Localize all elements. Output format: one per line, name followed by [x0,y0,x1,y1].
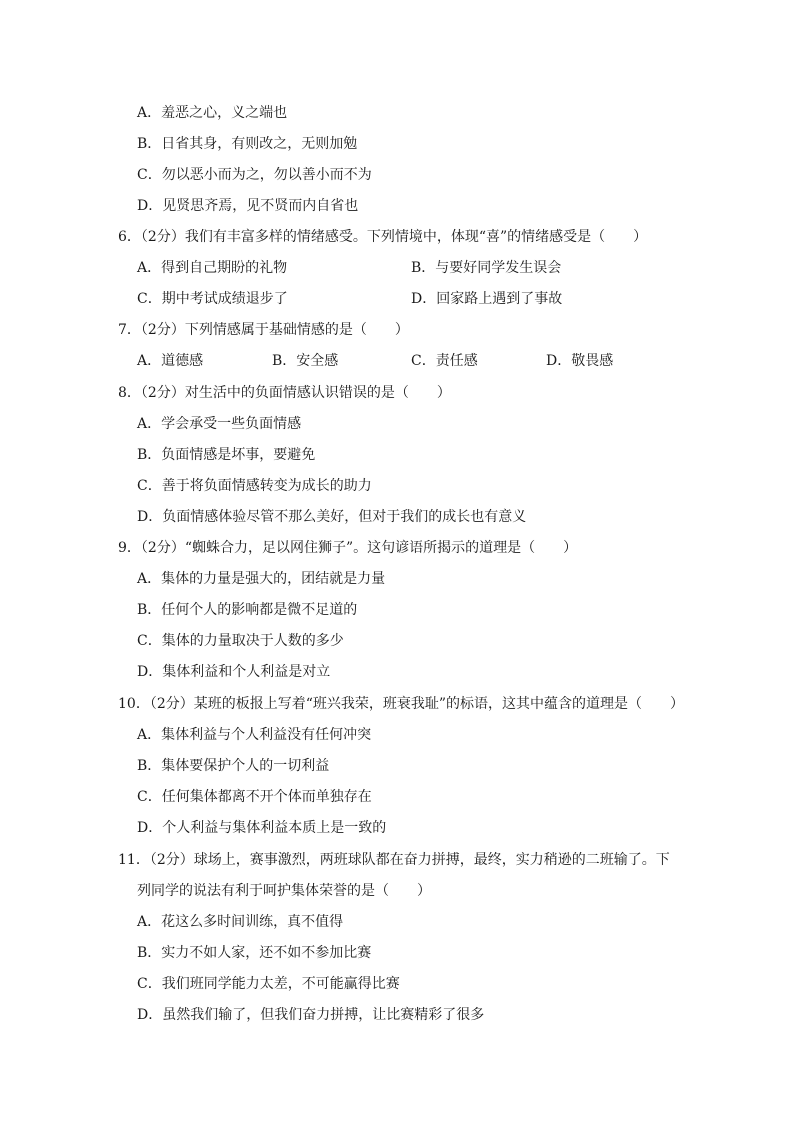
q6-option-a: A．得到自己期盼的礼物 [137,260,288,276]
q10-option-d: D．个人利益与集体利益本质上是一致的 [137,820,387,836]
q9-stem: 9．（2分）“蜘蛛合力，足以网住狮子”。这句谚语所揭示的道理是（ ） [118,540,578,556]
q5-option-a: A．羞恶之心，义之端也 [137,105,288,121]
q6-option-c: C．期中考试成绩退步了 [137,291,288,307]
q11-option-b: B．实力不如人家，还不如不参加比赛 [137,945,372,961]
q9-option-b: B．任何个人的影响都是微不足道的 [137,602,358,618]
q7-option-a: A．道德感 [137,353,204,369]
q8-option-a: A．学会承受一些负面情感 [137,416,302,432]
q8-stem: 8．（2分）对生活中的负面情感认识错误的是（ ） [118,385,451,401]
q6-option-b: B．与要好同学发生误会 [411,260,562,276]
q8-option-d: D．负面情感体验尽管不那么美好，但对于我们的成长也有意义 [137,509,527,525]
q5-option-c: C．勿以恶小而为之，勿以善小而不为 [137,167,372,183]
q8-option-c: C．善于将负面情感转变为成长的助力 [137,478,372,494]
q8-option-b: B．负面情感是坏事，要避免 [137,447,316,463]
q10-option-b: B．集体要保护个人的一切利益 [137,758,330,774]
q6-option-d: D．回家路上遇到了事故 [411,291,563,307]
q7-option-d: D．敬畏感 [546,353,614,369]
q7-option-b: B．安全感 [272,353,339,369]
q5-option-b: B．日省其身，有则改之，无则加勉 [137,136,358,152]
q9-option-d: D．集体利益和个人利益是对立 [137,664,331,680]
q10-option-c: C．任何集体都离不开个体而单独存在 [137,789,372,805]
q7-option-c: C．责任感 [411,353,478,369]
q9-option-c: C．集体的力量取决于人数的多少 [137,633,344,649]
q11-option-a: A．花这么多时间训练，真不值得 [137,914,344,930]
q11-option-c: C．我们班同学能力太差，不可能赢得比赛 [137,976,400,992]
q11-option-d: D．虽然我们输了，但我们奋力拼搏，让比赛精彩了很多 [137,1007,485,1023]
q9-option-a: A．集体的力量是强大的，团结就是力量 [137,571,386,587]
q11-stem-line-1: 11．（2分）球场上，赛事激烈，两班球队都在奋力拼搏，最终，实力稍逊的二班输了。下 [118,852,670,868]
q10-option-a: A．集体利益与个人利益没有任何冲突 [137,727,372,743]
q7-stem: 7．（2分）下列情感属于基础情感的是（ ） [118,322,409,338]
q5-option-d: D．见贤思齐焉，见不贤而内自省也 [137,198,359,214]
q11-stem-line-2: 列同学的说法有利于呵护集体荣誉的是（ ） [137,883,431,899]
q6-stem: 6．（2分）我们有丰富多样的情绪感受。下列情境中，体现“喜”的情绪感受是（ ） [118,229,648,245]
q10-stem: 10．（2分）某班的板报上写着“班兴我荣，班衰我耻”的标语，这其中蕴含的道理是（ ） [118,696,685,712]
